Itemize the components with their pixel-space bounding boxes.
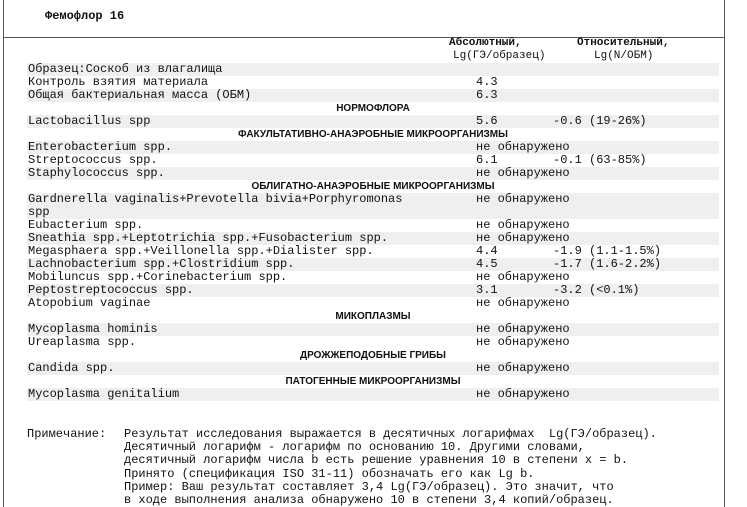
note-line: Результат исследования выражается в десятичных логарифмах Lg(ГЭ/образец). [124, 427, 657, 441]
rel-column-title: Относительный, [577, 37, 670, 49]
absolute-value: не обнаружено [476, 140, 570, 154]
organism-name: Megasphaera spp.+Veillonella spp.+Dialister spp. [28, 244, 374, 258]
organism-name-continued: spp [28, 205, 50, 219]
absolute-value: не обнаружено [476, 387, 570, 401]
organism-name: Peptostreptococcus spp. [28, 283, 194, 297]
absolute-value: не обнаружено [476, 166, 570, 180]
relative-value: -1.9 (1.1-1.5%) [553, 244, 662, 258]
absolute-value: 6.3 [476, 88, 498, 102]
table-row [27, 297, 719, 310]
absolute-value: не обнаружено [476, 335, 570, 349]
note-line: Принято (спецификация ISO 31-11) обозначать его как Lg b. [124, 466, 535, 481]
table-row [27, 167, 719, 180]
table-row [27, 336, 719, 349]
absolute-value: не обнаружено [476, 192, 570, 206]
absolute-value: не обнаружено [476, 270, 570, 284]
organism-name: Mycoplasma hominis [28, 322, 158, 336]
section-heading: ПАТОГЕННЫЕ МИКРООРГАНИЗМЫ [285, 376, 461, 387]
relative-value: -0.6 (19-26%) [553, 114, 647, 128]
organism-name: Lactobacillus spp [28, 114, 151, 128]
section-heading: ДРОЖЖЕПОДОБНЫЕ ГРИБЫ [300, 350, 446, 361]
relative-value: -1.7 (1.6-2.2%) [553, 257, 662, 271]
organism-name: Mycoplasma genitalium [28, 387, 180, 401]
organism-name: Mobiluncus spp.+Corinebacterium spp. [28, 270, 288, 284]
absolute-value: не обнаружено [476, 361, 570, 375]
table-row [27, 193, 719, 219]
page-title: Фемофлор 16 [45, 9, 125, 23]
relative-value: -0.1 (63-85%) [553, 153, 647, 167]
section-heading: НОРМОФЛОРА [336, 103, 410, 114]
relative-value: -3.2 (<0.1%) [553, 283, 640, 297]
note-line: Десятичный логарифм - логарифм по основанию 10. Другими словами, [124, 440, 585, 455]
table-row [27, 89, 719, 102]
rel-column-unit: Lg(N/ОБМ) [594, 50, 654, 62]
organism-name: Lachnobacterium spp.+Clostridium spp. [28, 257, 295, 271]
organism-name: Ureaplasma spp. [28, 335, 137, 349]
absolute-value: не обнаружено [476, 296, 570, 310]
organism-name: Enterobacterium spp. [28, 140, 173, 154]
note-line: в ходе выполнения анализа обнаружено 10 в степени 3,4 копий/образец. [124, 493, 614, 507]
organism-name: Eubacterium spp. [28, 218, 144, 232]
organism-name: Gardnerella vaginalis+Prevotella bivia+Porphyromonas [28, 192, 403, 206]
table-row [27, 388, 719, 401]
section-heading: ФАКУЛЬТАТИВНО-АНАЭРОБНЫЕ МИКРООРГАНИЗМЫ [238, 129, 508, 140]
organism-name: Общая бактериальная масса (ОБМ) [28, 88, 252, 102]
organism-name: Staphylococcus spp. [28, 166, 165, 180]
section-heading: МИКОПЛАЗМЫ [335, 311, 411, 322]
absolute-value: 5.6 [476, 114, 498, 128]
absolute-value: не обнаружено [476, 231, 570, 245]
section-heading: ОБЛИГАТНО-АНАЭРОБНЫЕ МИКРООРГАНИЗМЫ [251, 181, 495, 192]
table-row [27, 115, 719, 128]
organism-name: Контроль взятия материала [28, 75, 209, 89]
organism-name: Sneathia spp.+Leptotrichia spp.+Fusobacterium spp. [28, 231, 389, 245]
absolute-value: 3.1 [476, 283, 498, 297]
organism-name: Образец:Соскоб из влагалища [28, 62, 223, 76]
organism-name: Atopobium vaginae [28, 296, 151, 310]
absolute-value: 4.4 [476, 244, 498, 258]
note-line: десятичный логарифм числа b есть решение уравнения 10 в степени x = b. [124, 453, 629, 468]
absolute-value: 4.3 [476, 75, 498, 89]
organism-name: Candida spp. [28, 361, 115, 375]
note-label: Примечание: [27, 427, 107, 441]
right-border [724, 0, 725, 507]
absolute-value: 4.5 [476, 257, 498, 271]
abs-column-unit: Lg(ГЭ/образец) [453, 50, 546, 62]
absolute-value: не обнаружено [476, 322, 570, 336]
organism-name: Streptococcus spp. [28, 153, 158, 167]
absolute-value: не обнаружено [476, 218, 570, 232]
absolute-value: 6.1 [476, 153, 498, 167]
left-border [3, 0, 4, 507]
table-row [27, 362, 719, 375]
abs-column-title: Абсолютный, [449, 37, 522, 49]
note-line: Пример: Ваш результат составляет 3,4 Lg(ГЭ/образец). Это значит, что [124, 479, 614, 494]
